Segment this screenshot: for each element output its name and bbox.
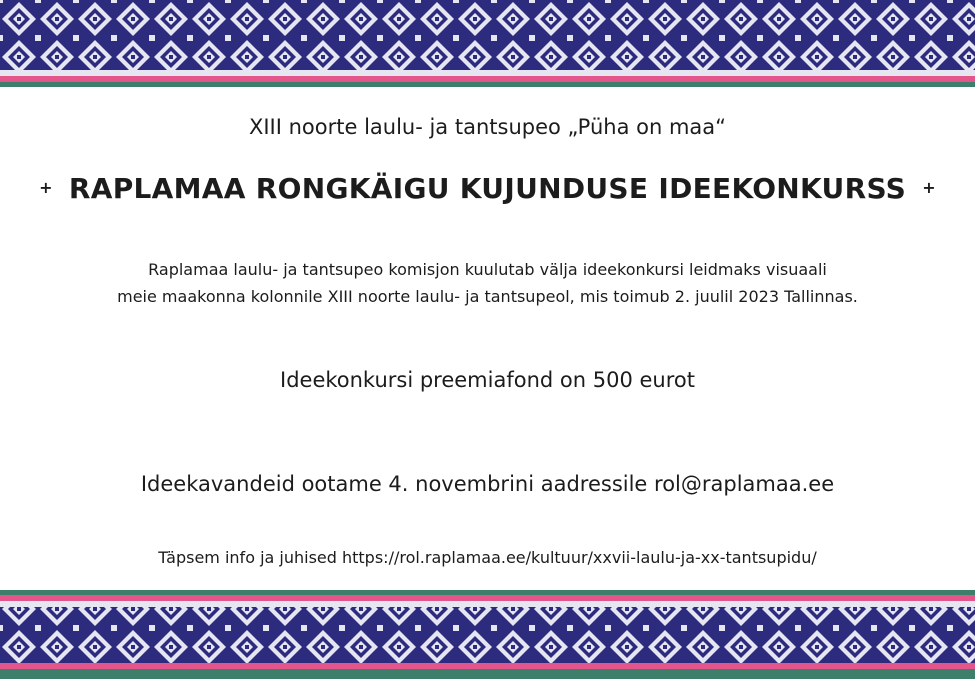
bottom-stripe-light (0, 601, 975, 607)
top-stripe-green (0, 82, 975, 87)
poster-title: RAPLAMAA RONGKÄIGU KUJUNDUSE IDEEKONKURSS (68, 172, 907, 205)
bottom-stripe-green-2 (0, 669, 975, 679)
top-ornament-band (0, 0, 975, 90)
top-weave-pattern (0, 0, 975, 70)
description-line-1: Raplamaa laulu- ja tantsupeo komisjon kuulutab välja ideekonkursi leidmaks visuaali (148, 260, 827, 279)
title-deco-right: + (922, 177, 936, 197)
poster-title-row (0, 172, 975, 205)
bottom-ornament-band (0, 590, 975, 679)
bottom-stripe-pink-2 (0, 663, 975, 669)
poster-content (0, 90, 975, 590)
top-pattern-graphic (0, 0, 975, 90)
bottom-pattern-graphic (0, 590, 975, 679)
bottom-stripe-pink (0, 595, 975, 601)
bottom-stripe-green (0, 590, 975, 595)
deadline-text: Ideekavandeid ootame 4. novembrini aadressile rol@raplamaa.ee (140, 472, 835, 496)
top-stripe-pink (0, 76, 975, 82)
description-line-2: meie maakonna kolonnile XIII noorte laulu- ja tantsupeol, mis toimub 2. juulil 2023 Tallinnas. (117, 287, 858, 306)
bottom-weave-pattern (0, 607, 975, 663)
top-stripe-light (0, 70, 975, 76)
title-deco-left: + (39, 177, 53, 197)
prize-fund-text: Ideekonkursi preemiafond on 500 eurot (280, 368, 695, 392)
event-subtitle: XIII noorte laulu- ja tantsupeo „Püha on maa“ (248, 115, 727, 139)
info-link-text: Täpsem info ja juhised https://rol.raplamaa.ee/kultuur/xxvii-laulu-ja-xx-tantsupidu/ (158, 548, 817, 567)
